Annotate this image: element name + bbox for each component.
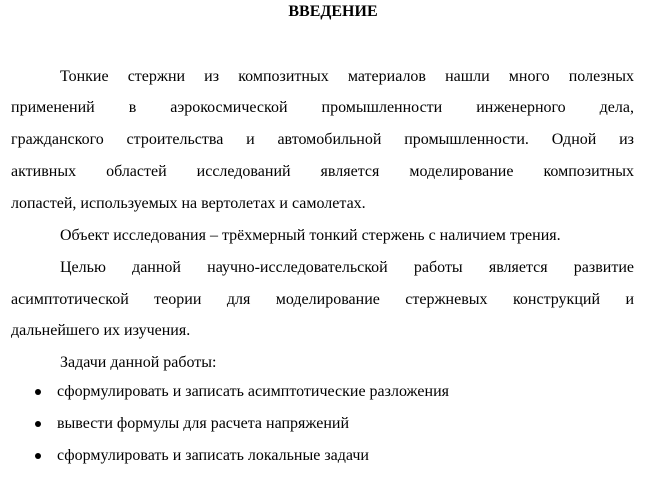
paragraph-3-line-2: асимптотической теории для моделирование стержневых конструкций и bbox=[11, 291, 634, 308]
list-item-text: сформулировать и записать локальные задачи bbox=[57, 447, 369, 464]
tasks-heading: Задачи данной работы: bbox=[60, 354, 217, 371]
paragraph-3-line-1: Целью данной научно-исследовательской работы является развитие bbox=[60, 259, 634, 276]
paragraph-1-line-4: активных областей исследований является моделирование композитных bbox=[11, 163, 634, 180]
document-title: ВВЕДЕНИЕ bbox=[288, 3, 378, 20]
list-item-text: вывести формулы для расчета напряжений bbox=[57, 415, 350, 432]
paragraph-3-line-3: дальнейшего их изучения. bbox=[11, 322, 191, 339]
paragraph-1-line-1: Тонкие стержни из композитных материалов нашли много полезных bbox=[60, 68, 634, 85]
bullet-icon bbox=[35, 453, 41, 459]
list-item-text: сформулировать и записать асимптотические разложения bbox=[57, 383, 449, 400]
paragraph-1-line-5: лопастей, используемых на вертолетах и самолетах. bbox=[11, 195, 366, 212]
bullet-icon bbox=[35, 421, 41, 427]
paragraph-1-line-3: гражданского строительства и автомобильной промышленности. Одной из bbox=[11, 131, 634, 148]
bullet-icon bbox=[35, 389, 41, 395]
paragraph-1-line-2: применений в аэрокосмической промышленности инженерного дела, bbox=[11, 99, 634, 116]
paragraph-2: Объект исследования – трёхмерный тонкий стержень с наличием трения. bbox=[60, 227, 561, 244]
